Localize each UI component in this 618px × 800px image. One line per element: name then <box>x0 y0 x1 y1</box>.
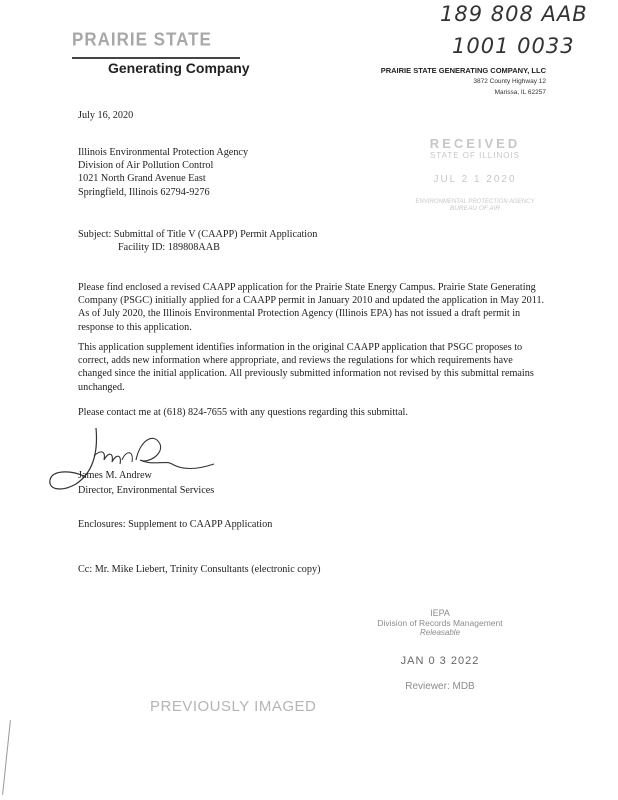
letter-date: July 16, 2020 <box>78 110 134 121</box>
logo-wordmark: PRAIRIE STATE <box>72 29 212 50</box>
records-stamp-title: IEPA <box>430 608 450 618</box>
recipient-line: 1021 North Grand Avenue East <box>78 173 206 185</box>
enclosures-line: Enclosures: Supplement to CAAPP Application <box>78 519 273 530</box>
records-stamp-status: Releasable <box>419 628 461 637</box>
received-stamp-state: STATE OF ILLINOIS <box>429 151 521 160</box>
records-stamp <box>360 608 520 692</box>
paragraph-3: Please contact me at (618) 824-7655 with any questions regarding this submittal. <box>78 407 408 418</box>
recipient-line: Springfield, Illinois 62794-9276 <box>78 186 210 198</box>
records-stamp-date: JAN 0 3 2022 <box>400 655 480 667</box>
received-stamp-agency: ENVIRONMENTAL PROTECTION AGENCY <box>415 199 535 205</box>
received-stamp-bureau: BUREAU OF AIR <box>449 205 501 212</box>
recipient-line: Illinois Environmental Protection Agency <box>78 147 249 158</box>
company-address-line2: Marissa, IL 62257 <box>494 89 546 96</box>
logo-divider <box>72 57 240 59</box>
handwritten-facility-id: 189 808 AAB <box>440 2 588 26</box>
logo-subtitle: Generating Company <box>108 60 250 76</box>
received-stamp-title: RECEIVED <box>429 136 521 151</box>
subject-line: Subject: Submittal of Title V (CAAPP) Permit Application <box>78 229 318 240</box>
handwritten-file-number: 1001 0033 <box>452 34 575 58</box>
received-stamp-date: JUL 2 1 2020 <box>433 174 517 185</box>
cc-line: Cc: Mr. Mike Liebert, Trinity Consultants (electronic copy) <box>78 564 321 575</box>
records-stamp-reviewer: Reviewer: MDB <box>405 681 475 692</box>
company-name: PRAIRIE STATE GENERATING COMPANY, LLC <box>380 66 546 75</box>
paragraph-2: This application supplement identifies information in the original CAAPP application that PSGC proposes to correct, adds new information where appropriate, and reviews the regulations for which requirements have changed since the initial application. All previously submitted information not revised by this submittal remains unchanged. <box>78 342 534 393</box>
previously-imaged-stamp: PREVIOUSLY IMAGED <box>150 698 317 715</box>
scan-artifact-line <box>2 720 11 795</box>
received-stamp <box>400 136 550 212</box>
company-address-line1: 3872 County Highway 12 <box>473 78 546 85</box>
signer-name: James M. Andrew <box>78 470 152 481</box>
facility-id-line: Facility ID: 189808AAB <box>118 242 220 253</box>
recipient-line: Division of Air Pollution Control <box>78 160 214 172</box>
paragraph-1: Please find enclosed a revised CAAPP application for the Prairie State Energy Campus. Prairie State Generating Company (PSGC) initially applied for a CAAPP permit in January 2010 and updated the application in May 2011. As of July 2020, the Illinois Environmental Protection Agency (Illinois EPA) has not issued a draft permit in response to this application. <box>78 282 545 333</box>
recipient-address <box>78 146 248 199</box>
records-stamp-division: Division of Records Management <box>377 618 503 628</box>
signer-title: Director, Environmental Services <box>78 485 215 496</box>
